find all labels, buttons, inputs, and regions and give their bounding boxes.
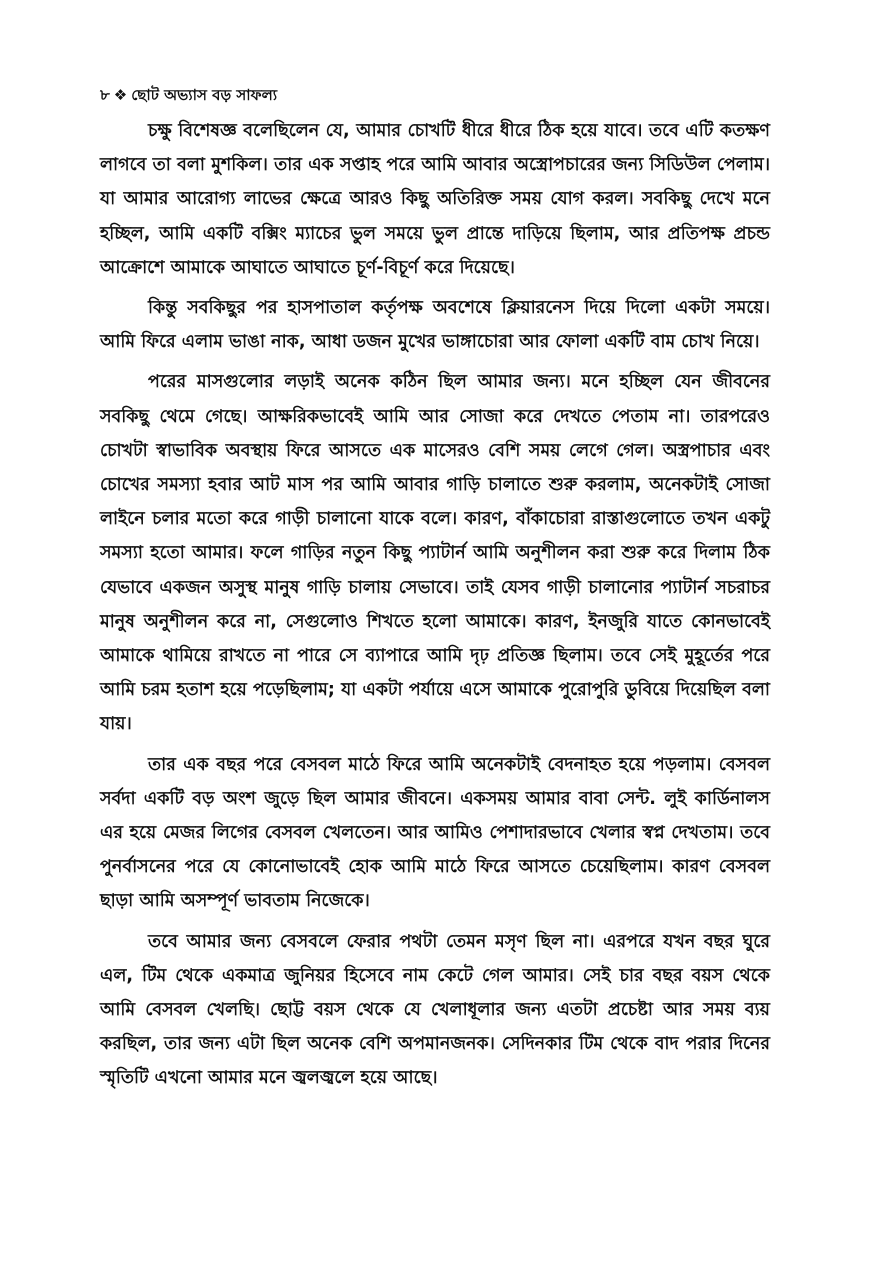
paragraph-3: পরের মাসগুলোর লড়াই অনেক কঠিন ছিল আমার জন্য। মনে হচ্ছিল যেন জীবনের সবকিছু থেমে গেছে। আক্ষরিকভাবেই আমি আর সোজা করে দেখতে পেতাম না। তারপরেও চোখটা স্বাভাবিক অবস্থায় ফিরে আসতে এক মাসেরও বেশি সময় লেগে গেল। অস্ত্রপাচার এবং চোখের সমস্যা হবার আট মাস পর আমি আবার গাড়ি চালাতে শুরু করলাম, অনেকটাই সোজা লাইনে চলার মতো করে গাড়ী চালানো যাকে বলে। কারণ, বাঁকাচোরা রাস্তাগুলোতে তখন একটু সমস্যা হতো আমার। ফলে গাড়ির নতুন কিছু প্যাটার্ন আমি অনুশীলন করা শুরু করে দিলাম ঠিক যেভাবে একজন অসুস্থ মানুষ গাড়ি চালায় সেভাবে। তাই যেসব গাড়ী চালানোর প্যাটার্ন সচরাচর মানুষ অনুশীলন করে না, সেগুলোও শিখতে হলো আমাকে। কারণ, ইনজুরি যাতে কোনভাবেই আমাকে থামিয়ে রাখতে না পারে সে ব্যাপারে আমি দৃঢ় প্রতিজ্ঞ ছিলাম। তবে সেই মুহূর্তের পরে আমি চরম হতাশ হয়ে পড়েছিলাম; যা একটা পর্যায়ে এসে আমাকে পুরোপুরি ডুবিয়ে দিয়েছিল বলা যায়। bbox=[100, 372, 770, 735]
page-number: ৮ bbox=[100, 86, 110, 104]
book-title: ছোট অভ্যাস বড় সাফল্য bbox=[131, 86, 278, 104]
paragraph-5: তবে আমার জন্য বেসবলে ফেরার পথটা তেমন মসৃণ ছিল না। এরপরে যখন বছর ঘুরে এল, টিম থেকে একমাত্র জুনিয়র হিসেবে নাম কেটে গেল আমার। সেই চার বছর বয়স থেকে আমি বেসবল খেলছি। ছোট্ট বয়স থেকে যে খেলাধূলার জন্য এতটা প্রচেষ্টা আর সময় ব্যয় করছিল, তার জন্য এটা ছিল অনেক বেশি অপমানজনক। সেদিনকার টিম থেকে বাদ পরার দিনের স্মৃতিটি এখনো আমার মনে জ্বলজ্বলে হয়ে আছে। bbox=[100, 931, 770, 1089]
paragraph-4: তার এক বছর পরে বেসবল মাঠে ফিরে আমি অনেকটাই বেদনাহত হয়ে পড়লাম। বেসবল সর্বদা একটি বড় অংশ জুড়ে ছিল আমার জীবনে। একসময় আমার বাবা সেন্ট. লুই কার্ডিনালস এর হয়ে মেজর লিগের বেসবল খেলতেন। আর আমিও পেশাদারভাবে খেলার স্বপ্ন দেখতাম। তবে পুনর্বাসনের পরে যে কোনোভাবেই হোক আমি মাঠে ফিরে আসতে চেয়েছিলাম। কারণ বেসবল ছাড়া আমি অসম্পূর্ণ ভাবতাম নিজেকে। bbox=[100, 754, 770, 912]
running-header bbox=[100, 84, 770, 106]
diamond-separator-icon: ❖ bbox=[113, 86, 128, 104]
paragraph-1: চক্ষু বিশেষজ্ঞ বলেছিলেন যে, আমার চোখটি ধীরে ধীরে ঠিক হয়ে যাবে। তবে এটি কতক্ষণ লাগবে তা বলা মুশকিল। তার এক সপ্তাহ পরে আমি আবার অস্ত্রোপচারের জন্য সিডিউল পেলাম। যা আমার আরোগ্য লাভের ক্ষেত্রে আরও কিছু অতিরিক্ত সময় যোগ করল। সবকিছু দেখে মনে হচ্ছিল, আমি একটি বক্সিং ম্যাচের ভুল সময়ে ভুল প্রান্তে দাড়িয়ে ছিলাম, আর প্রতিপক্ষ প্রচন্ড আক্রোশে আমাকে আঘাতে আঘাতে চূর্ণ-বিচূর্ণ করে দিয়েছে। bbox=[100, 121, 770, 278]
paragraph-2: কিন্তু সবকিছুর পর হাসপাতাল কর্তৃপক্ষ অবশেষে ক্লিয়ারনেস দিয়ে দিলো একটা সময়ে। আমি ফিরে এলাম ভাঙা নাক, আধা ডজন মুখের ভাঙ্গাচোরা আর ফোলা একটি বাম চোখ নিয়ে। bbox=[100, 298, 770, 353]
book-page bbox=[100, 84, 770, 1102]
